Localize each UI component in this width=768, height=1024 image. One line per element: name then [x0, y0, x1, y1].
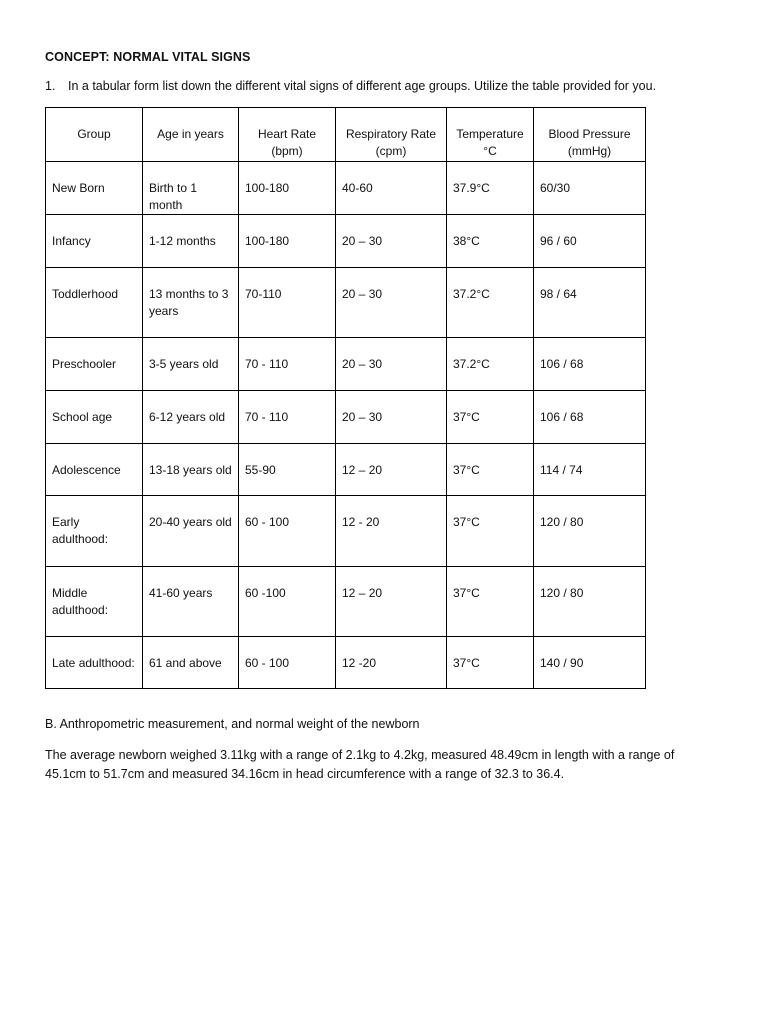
cell-heart-rate: 70 - 110 — [239, 338, 336, 391]
table-row — [46, 391, 646, 444]
cell-heart-rate: 100-180 — [239, 162, 336, 215]
cell-respiratory-rate: 20 – 30 — [336, 391, 447, 444]
cell-heart-rate: 70-110 — [239, 268, 336, 338]
cell-group: Preschooler — [46, 338, 143, 391]
cell-temperature: 38°C — [447, 215, 534, 268]
table-row — [46, 567, 646, 637]
table-body — [46, 162, 646, 689]
cell-heart-rate: 60 - 100 — [239, 637, 336, 689]
cell-respiratory-rate: 20 – 30 — [336, 338, 447, 391]
cell-blood-pressure: 114 / 74 — [534, 444, 646, 496]
cell-age: 41-60 years — [143, 567, 239, 637]
cell-blood-pressure: 98 / 64 — [534, 268, 646, 338]
cell-heart-rate: 60 -100 — [239, 567, 336, 637]
table-row — [46, 496, 646, 567]
cell-respiratory-rate: 20 – 30 — [336, 268, 447, 338]
cell-blood-pressure: 60/30 — [534, 162, 646, 215]
cell-temperature: 37°C — [447, 391, 534, 444]
cell-heart-rate: 70 - 110 — [239, 391, 336, 444]
cell-group: Infancy — [46, 215, 143, 268]
cell-age: Birth to 1 month — [143, 162, 239, 215]
table-row — [46, 268, 646, 338]
cell-age: 13-18 years old — [143, 444, 239, 496]
cell-respiratory-rate: 12 – 20 — [336, 567, 447, 637]
cell-blood-pressure: 106 / 68 — [534, 391, 646, 444]
table-row — [46, 444, 646, 496]
cell-temperature: 37°C — [447, 496, 534, 567]
header-temperature: Temperature °C — [447, 108, 534, 162]
table-row — [46, 637, 646, 689]
cell-age: 20-40 years old — [143, 496, 239, 567]
cell-group: New Born — [46, 162, 143, 215]
cell-heart-rate: 60 - 100 — [239, 496, 336, 567]
cell-group: Early adulthood: — [46, 496, 143, 567]
cell-age: 13 months to 3 years — [143, 268, 239, 338]
cell-respiratory-rate: 20 – 30 — [336, 215, 447, 268]
cell-temperature: 37.2°C — [447, 268, 534, 338]
header-respiratory-rate: Respiratory Rate (cpm) — [336, 108, 447, 162]
cell-group: Adolescence — [46, 444, 143, 496]
cell-temperature: 37°C — [447, 567, 534, 637]
cell-temperature: 37.9°C — [447, 162, 534, 215]
cell-age: 3-5 years old — [143, 338, 239, 391]
instruction-text: In a tabular form list down the different vital signs of different age groups. Utilize the table provided for you. — [68, 79, 657, 93]
cell-heart-rate: 100-180 — [239, 215, 336, 268]
cell-blood-pressure: 120 / 80 — [534, 567, 646, 637]
cell-blood-pressure: 120 / 80 — [534, 496, 646, 567]
section-b-paragraph: The average newborn weighed 3.11kg with a range of 2.1kg to 4.2kg, measured 48.49cm in length with a range of 45.1cm to 51.7cm and measured 34.16cm in head circumference with a range of 32.3 to 36.4. — [45, 748, 675, 781]
page-title: CONCEPT: NORMAL VITAL SIGNS — [45, 50, 251, 64]
table-row — [46, 338, 646, 391]
cell-blood-pressure: 140 / 90 — [534, 637, 646, 689]
cell-age: 6-12 years old — [143, 391, 239, 444]
cell-age: 1-12 months — [143, 215, 239, 268]
cell-group: Toddlerhood — [46, 268, 143, 338]
cell-group: Middle adulthood: — [46, 567, 143, 637]
cell-respiratory-rate: 12 -20 — [336, 637, 447, 689]
cell-temperature: 37°C — [447, 444, 534, 496]
cell-respiratory-rate: 12 - 20 — [336, 496, 447, 567]
cell-group: School age — [46, 391, 143, 444]
header-group: Group — [46, 108, 143, 162]
section-b-heading: B. Anthropometric measurement, and normal weight of the newborn — [45, 717, 420, 731]
header-heart-rate: Heart Rate (bpm) — [239, 108, 336, 162]
header-blood-pressure: Blood Pressure (mmHg) — [534, 108, 646, 162]
cell-respiratory-rate: 12 – 20 — [336, 444, 447, 496]
table-row — [46, 215, 646, 268]
cell-blood-pressure: 106 / 68 — [534, 338, 646, 391]
header-age: Age in years — [143, 108, 239, 162]
cell-blood-pressure: 96 / 60 — [534, 215, 646, 268]
cell-heart-rate: 55-90 — [239, 444, 336, 496]
cell-temperature: 37.2°C — [447, 338, 534, 391]
cell-age: 61 and above — [143, 637, 239, 689]
instruction-line — [45, 79, 656, 93]
instruction-number: 1. — [45, 79, 56, 93]
cell-temperature: 37°C — [447, 637, 534, 689]
table-header-row — [46, 108, 646, 162]
cell-group: Late adulthood: — [46, 637, 143, 689]
cell-respiratory-rate: 40-60 — [336, 162, 447, 215]
table-row — [46, 162, 646, 215]
vital-signs-table — [45, 107, 646, 689]
